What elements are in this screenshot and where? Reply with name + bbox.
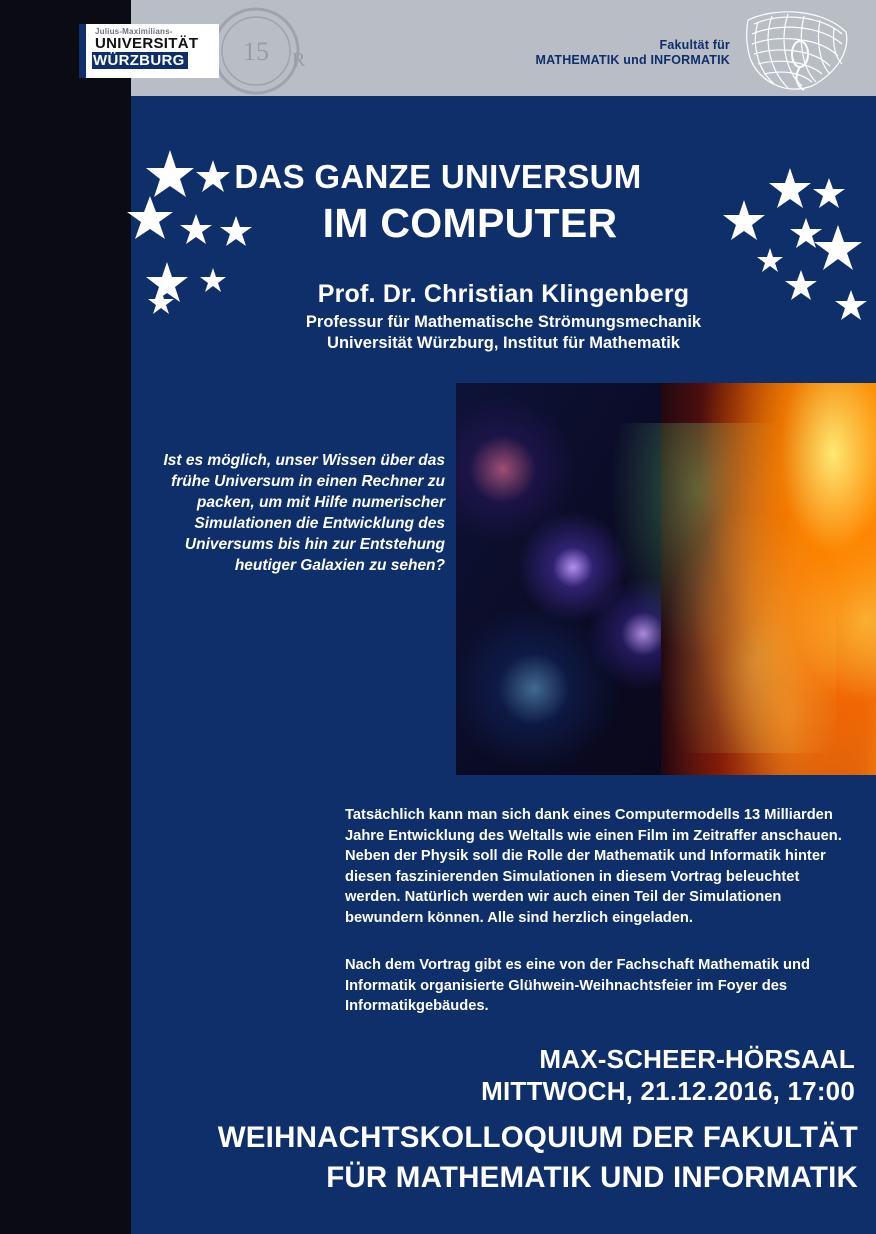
poster-title-line-2: IM COMPUTER (322, 200, 618, 246)
body-paragraph-1: Tatsächlich kann man sich dank eines Computermodells 13 Milliarden Jahre Entwicklung des Weltalls wie einen Film im Zeitraffer anschauen. Neben der Physik soll die Rolle der Mathematik und Informatik hinter diesen faszinierenden Simulationen in diesem Vortrag beleuchtet werden. Natürlich werden wir auch einen Teil der Simulationen bewundern können. Alle sind herzlich eingeladen. (345, 807, 842, 926)
speaker-name: Prof. Dr. Christian Klingenberg (317, 280, 690, 308)
faculty-label (535, 38, 730, 68)
venue-room: MAX-SCHEER-HÖRSAAL (539, 1044, 855, 1074)
body-paragraph-2: Nach dem Vortrag gibt es eine von der Fachschaft Mathematik und Informatik organisierte Glühwein-Weihnachtsfeier im Foyer des Informatikgebäudes. (345, 957, 810, 1014)
speaker-affiliation (131, 312, 876, 354)
affiliation-line-2: Universität Würzburg, Institut für Mathematik (327, 334, 680, 352)
footer-block (131, 1118, 858, 1198)
university-logo (79, 24, 219, 78)
faculty-mark-icon (738, 6, 856, 94)
faculty-line-1: Fakultät für (659, 38, 730, 52)
logo-line-1: UNIVERSITÄT (95, 35, 199, 52)
footer-line-2: FÜR MATHEMATIK UND INFORMATIK (326, 1161, 858, 1194)
svg-text:R: R (292, 49, 306, 71)
venue-block (131, 1043, 855, 1107)
faculty-line-2: MATHEMATIK und INFORMATIK (535, 53, 730, 67)
question-text: Ist es möglich, unser Wissen über das frühe Universum in einen Rechner zu packen, um mit Hilfe numerischer Simulationen die Entwicklung des Universums bis hin zur Entstehung heutiger Galaxien zu sehen? (163, 452, 445, 574)
footer-line-1: WEIHNACHTSKOLLOQUIUM DER FAKULTÄT (217, 1121, 858, 1154)
simulation-green-layer (606, 423, 836, 753)
poster-title-line-1: DAS GANZE UNIVERSUM (234, 158, 642, 195)
logo-small-line: Julius-Maximilians- (95, 27, 173, 36)
affiliation-line-1: Professur für Mathematische Strömungsmechanik (305, 313, 702, 331)
svg-text:15: 15 (243, 37, 269, 66)
logo-line-2: WÜRZBURG (92, 52, 188, 69)
cosmological-simulation-image (456, 383, 876, 775)
venue-datetime: MITTWOCH, 21.12.2016, 17:00 (481, 1076, 855, 1106)
